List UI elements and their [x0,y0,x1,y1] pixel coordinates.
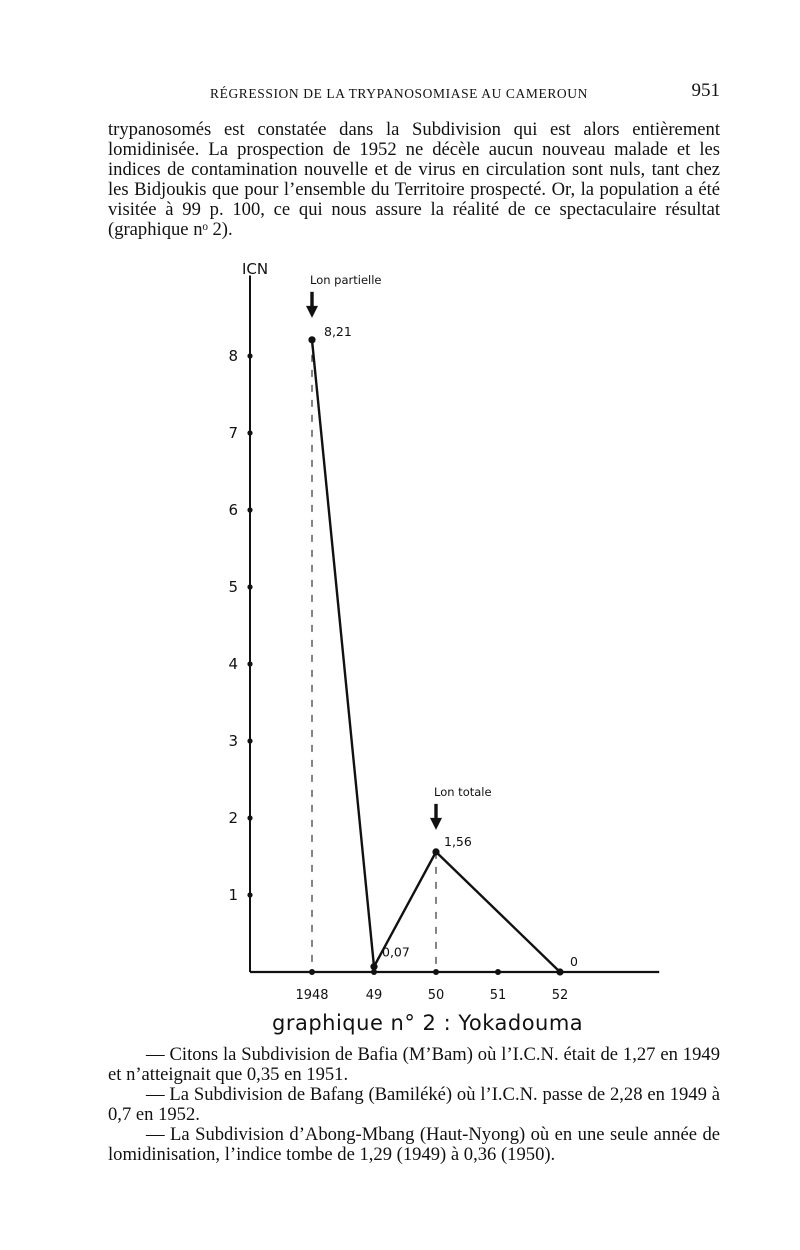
body-paragraph-intro: trypanosomés est constatée dans la Subdivision qui est alors entièrement lomidinisée. La prospection de 1952 ne décèle aucun nouveau malade et les indices de contamination nouvelle et de virus en circulation sont nuls, tant chez les Bidjoukis que pour l’ensemble du Territoire prospecté. Or, la population a été visitée à 99 p. 100, ce qui nous assure la réalité de ce spectaculaire résultat (graphique nᵒ 2). [108,119,720,240]
y-tick-mark [247,584,252,589]
x-tick-label: 52 [551,988,569,1003]
y-tick-label: 4 [228,655,238,673]
y-tick-mark [247,430,252,435]
y-tick-mark [247,892,252,897]
y-tick-label: 2 [228,809,238,827]
y-tick-mark [247,661,252,666]
x-tick-label: 49 [365,988,383,1003]
y-tick-label: 7 [228,424,238,442]
dashed-guides [312,340,436,972]
page-number: 951 [691,80,720,101]
y-tick-label: 3 [228,732,238,750]
y-tick-label: 6 [228,501,238,519]
x-tick-mark [495,969,501,975]
x-tick-mark [371,969,377,975]
x-tick-label: 50 [427,988,445,1003]
y-tick-label: 1 [228,886,238,904]
x-tick-label: 1948 [295,988,329,1003]
x-tick-mark [557,969,563,975]
y-tick-mark [247,353,252,358]
body-paragraph-bafang: — La Subdivision de Bafang (Bamiléké) où l’I.C.N. passe de 2,28 en 1949 à 0,7 en 1952. [108,1084,720,1125]
series-line [312,340,560,972]
chart-ticks [228,347,568,1003]
data-point [308,336,315,343]
page-header [108,80,720,106]
chart-series [308,324,578,976]
x-tick-label: 51 [489,988,507,1003]
annotation-arrow-head [430,818,442,830]
y-tick-label: 5 [228,578,238,596]
annotation-label: Lon totale [434,784,492,799]
data-label: 1,56 [444,833,472,849]
x-tick-mark [433,969,439,975]
y-tick-mark [247,815,252,820]
y-tick-label: 8 [228,347,238,365]
yokadouma-icn-chart [0,248,800,1038]
x-tick-mark [309,969,315,975]
chart-title: graphique n° 2 : Yokadouma [272,1011,584,1035]
body-paragraph-abong-mbang: — La Subdivision d’Abong-Mbang (Haut-Nyong) où en une seule année de lomidinisation, l’indice tombe de 1,29 (1949) à 0,36 (1950). [108,1124,720,1165]
running-title: RÉGRESSION DE LA TRYPANOSOMIASE AU CAMEROUN [210,86,588,101]
chart-axes [250,276,659,973]
annotation-arrow-head [306,306,318,318]
data-point [432,848,439,855]
y-axis-label: ICN [242,260,269,278]
body-paragraph-bafia: — Citons la Subdivision de Bafia (M’Bam) où l’I.C.N. était de 1,27 en 1949 et n’atteignait que 0,35 en 1951. [108,1044,720,1085]
data-label: 0,07 [382,944,410,960]
y-tick-mark [247,507,252,512]
data-label: 8,21 [324,323,352,339]
data-label: 0 [570,954,578,969]
annotation-label: Lon partielle [310,272,382,287]
y-tick-mark [247,738,252,743]
